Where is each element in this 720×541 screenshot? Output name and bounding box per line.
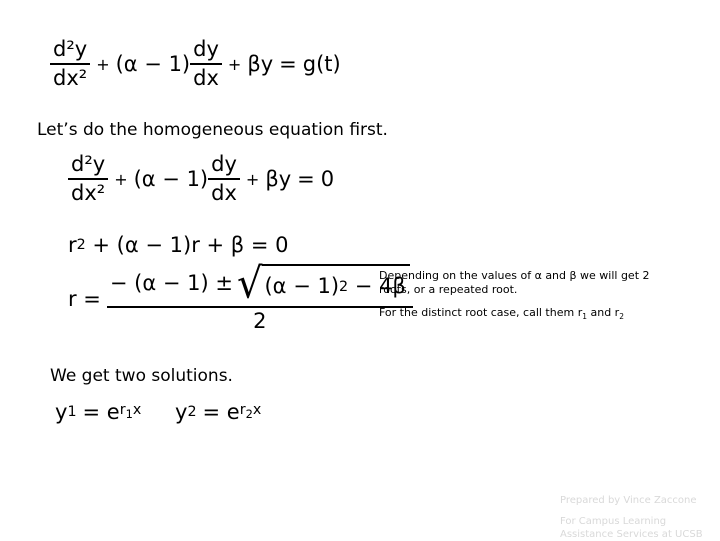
- forcing-term: g(t): [302, 52, 341, 77]
- first-derivative-fraction: $\frac{dy}{dx}$: [190, 38, 222, 90]
- two-solutions-text: We get two solutions.: [50, 366, 233, 386]
- homogeneous-ode: [68, 153, 334, 205]
- radicand: (α − 1) 2 − 4β: [262, 264, 409, 304]
- alpha-coefficient: (α − 1): [133, 167, 209, 192]
- beta-term: βy: [247, 52, 274, 77]
- main-ode: [50, 38, 341, 90]
- solution-y1: y 1 = e $r_1x$: [55, 400, 142, 424]
- r-equals: r =: [68, 286, 101, 311]
- credit-footer: [560, 494, 720, 541]
- second-derivative-fraction: [50, 38, 90, 90]
- equals-sign: =: [297, 167, 315, 192]
- radical-sign-icon: √: [236, 259, 263, 309]
- plus-sign: +: [114, 169, 128, 189]
- plus-sign: +: [227, 54, 242, 74]
- fraction-numerator: d²y: [53, 37, 88, 61]
- characteristic-equation: r 2 + (α − 1)r + β = 0: [68, 233, 289, 257]
- quadratic-denominator: 2: [253, 309, 267, 333]
- quadratic-formula: [68, 259, 413, 333]
- credit-line-3: Assistance Services at UCSB: [560, 529, 703, 540]
- quadratic-numerator: − (α − 1) ± √ (α − 1) 2 − 4β: [107, 264, 413, 304]
- solution-y2: y 2 = e $r_2x$: [175, 400, 262, 424]
- alpha-coefficient: (α − 1): [115, 52, 191, 77]
- distinct-roots-note: For the distinct root case, call them $r_1$ and $r_2$: [379, 306, 624, 322]
- roots-note: Depending on the values of α and β we will get 2 roots, or a repeated root.: [379, 269, 650, 296]
- second-derivative-fraction: $\frac{\text{d²y}}{\text{dx²}}$: [68, 153, 108, 205]
- credit-line-1: Prepared by Vince Zaccone: [560, 495, 697, 506]
- quadratic-fraction: [107, 259, 413, 333]
- plus-sign: +: [245, 169, 260, 189]
- credit-line-2: For Campus Learning: [560, 516, 667, 527]
- first-derivative-fraction: $\frac{dy}{dx}$: [208, 153, 240, 205]
- equals-sign: =: [279, 52, 297, 77]
- plus-sign: +: [96, 54, 110, 74]
- fraction-denominator: dx²: [53, 66, 88, 91]
- zero-rhs: 0: [320, 167, 335, 192]
- beta-term: βy: [265, 167, 292, 192]
- homogeneous-intro-text: Let’s do the homogeneous equation first.: [37, 120, 388, 140]
